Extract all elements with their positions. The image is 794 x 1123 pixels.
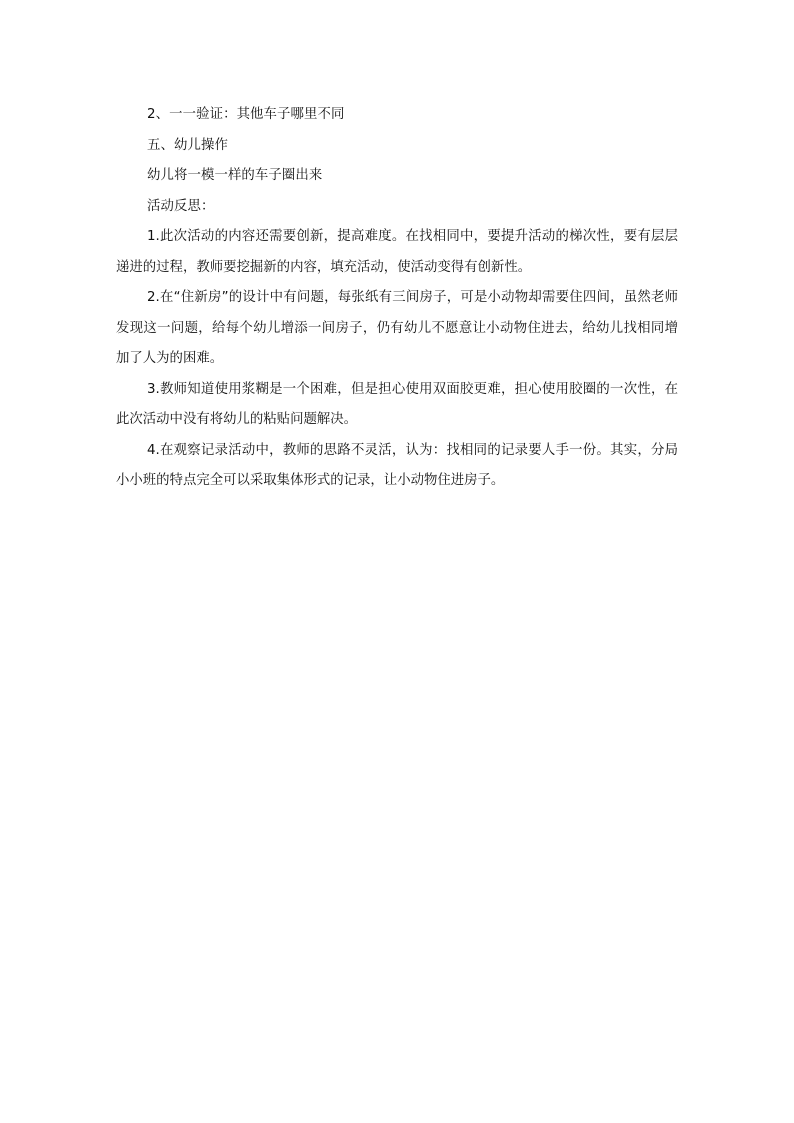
child-operation-text: 幼儿将一模一样的车子圈出来 [147, 168, 323, 183]
reflection-paragraph-1: 1.此次活动的内容还需要创新，提高难度。在找相同中，要提升活动的梯次性，要有层层递进的过程，教师要挖掘新的内容，填充活动，使活动变得有创新性。 [116, 229, 678, 275]
reflection-paragraph-4: 4.在观察记录活动中，教师的思路不灵活，认为：找相同的记录要人手一份。其实，分局小小班的特点完全可以采取集体形式的记录，让小动物住进房子。 [116, 442, 678, 488]
step-verify-line: 2、一一验证：其他车子哪里不同 [147, 107, 345, 122]
document-body [116, 100, 678, 497]
reflection-heading: 活动反思： [147, 198, 215, 214]
reflection-paragraph-3: 3.教师知道使用浆糊是一个困难，但是担心使用双面胶更难，担心使用胶圈的一次性，在此次活动中没有将幼儿的粘贴问题解决。 [116, 381, 678, 427]
reflection-paragraph-2: 2.在“住新房”的设计中有问题，每张纸有三间房子，可是小动物却需要住四间，虽然老师发现这一问题，给每个幼儿增添一间房子，仍有幼儿不愿意让小动物住进去，给幼儿找相同增加了人为的困难。 [116, 290, 678, 366]
section-heading-child-operation: 五、幼儿操作 [147, 137, 228, 153]
